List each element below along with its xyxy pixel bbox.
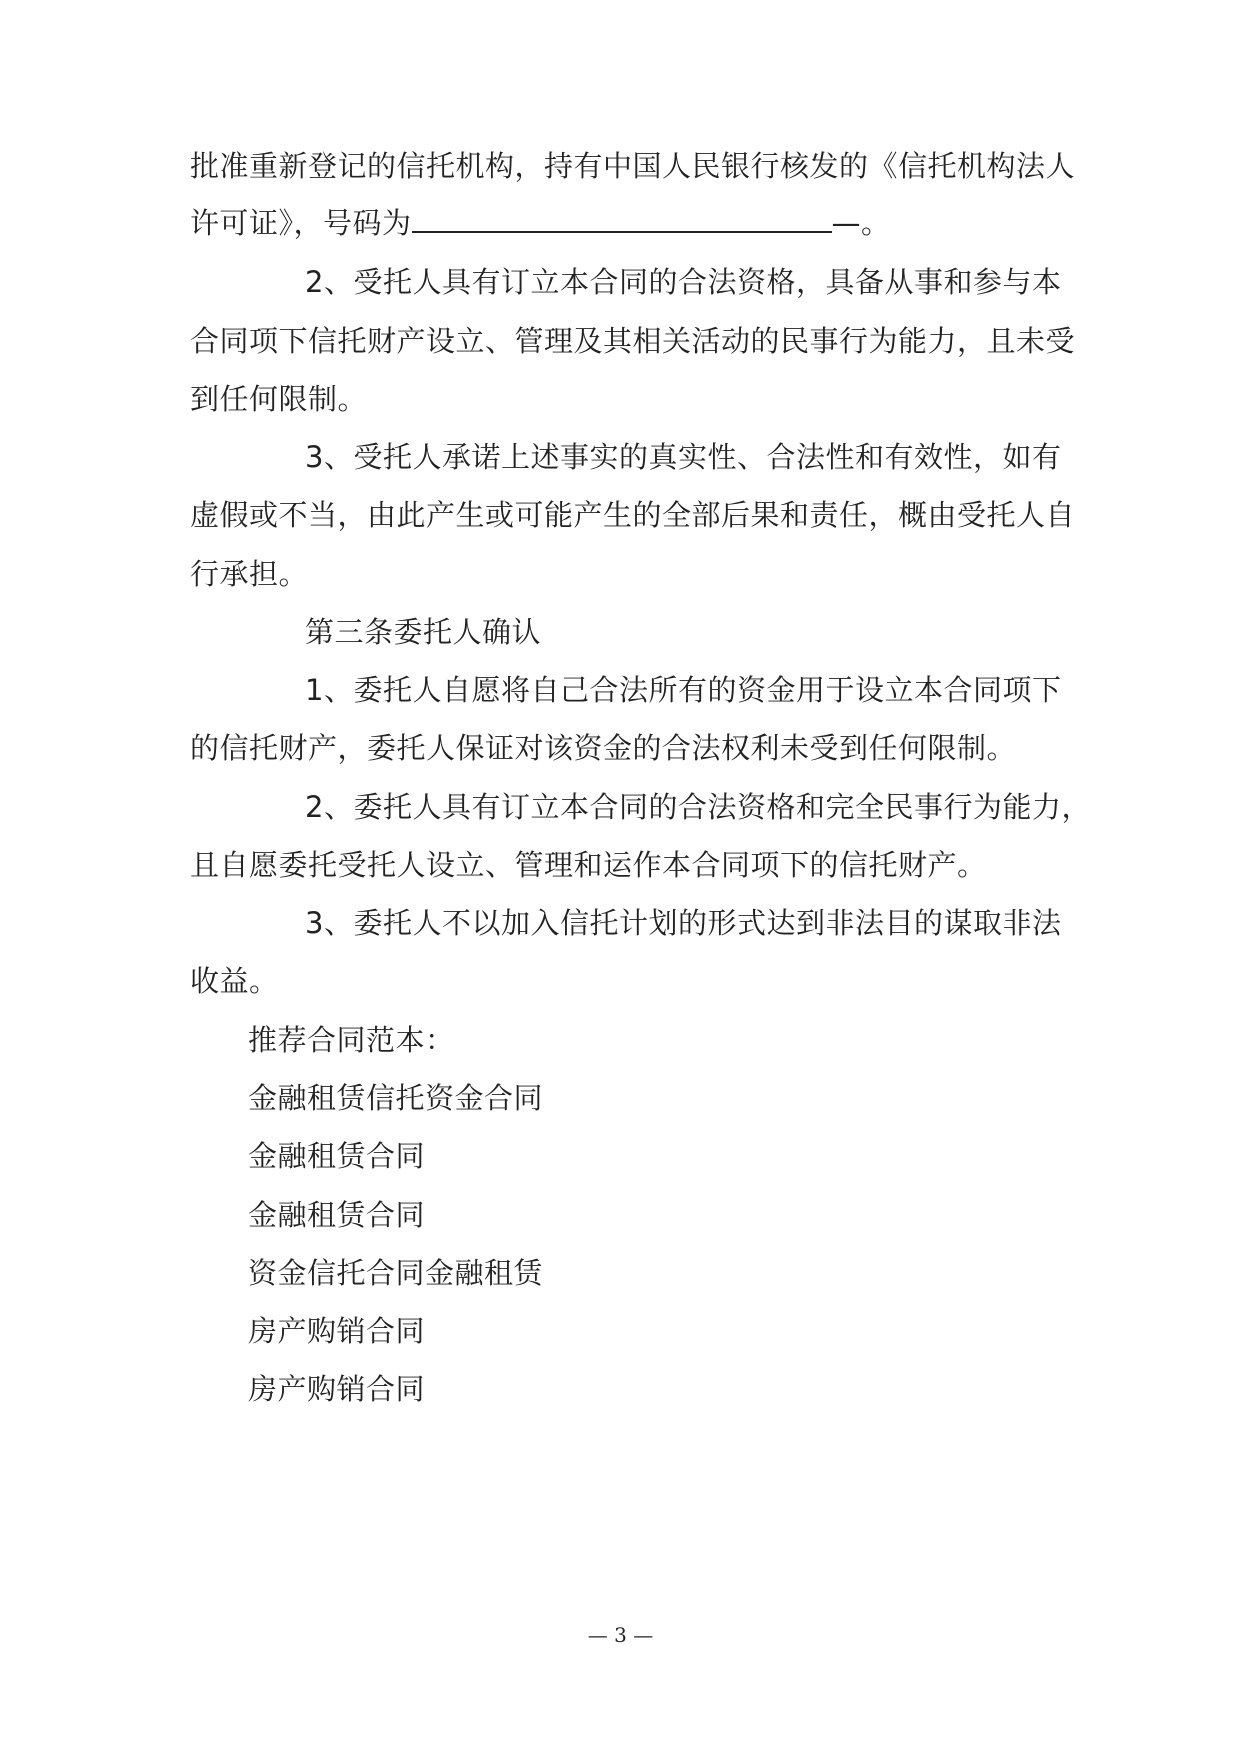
recommended-link[interactable]: 资金信托合同金融租赁 xyxy=(248,1256,544,1290)
paragraph-line: 到任何限制。 xyxy=(190,382,368,416)
paragraph-line: 1、委托人自愿将自己合法所有的资金用于设立本合同项下 xyxy=(305,673,1062,707)
paragraph-line: 3、受托人承诺上述事实的真实性、合法性和有效性，如有 xyxy=(305,440,1062,474)
license-suffix: —。 xyxy=(831,206,891,240)
license-number-blank xyxy=(412,203,832,233)
paragraph-line: 虚假或不当，由此产生或可能产生的全部后果和责任，概由受托人自 xyxy=(190,498,1076,532)
recommended-link[interactable]: 房产购销合同 xyxy=(248,1372,426,1406)
recommended-link[interactable]: 金融租赁合同 xyxy=(248,1198,426,1232)
paragraph-line-with-blank xyxy=(190,203,891,243)
paragraph-line: 2、受托人具有订立本合同的合法资格，具备从事和参与本 xyxy=(305,265,1062,299)
page-number: — 3 — xyxy=(587,1623,654,1647)
paragraph-line: 批准重新登记的信托机构，持有中国人民银行核发的《信托机构法人 xyxy=(190,149,1076,183)
recommended-link[interactable]: 金融租赁合同 xyxy=(248,1139,426,1173)
paragraph-line: 行承担。 xyxy=(190,557,309,591)
recommended-link[interactable]: 金融租赁信托资金合同 xyxy=(248,1081,544,1115)
paragraph-line: 合同项下信托财产设立、管理及其相关活动的民事行为能力，且未受 xyxy=(190,324,1076,358)
recommended-heading: 推荐合同范本： xyxy=(248,1023,455,1057)
recommended-link[interactable]: 房产购销合同 xyxy=(248,1314,426,1348)
paragraph-line: 且自愿委托受托人设立、管理和运作本合同项下的信托财产。 xyxy=(190,848,987,882)
license-label: 许可证》，号码为 xyxy=(190,206,412,240)
paragraph-line: 收益。 xyxy=(190,964,279,998)
paragraph-line: 的信托财产，委托人保证对该资金的合法权利未受到任何限制。 xyxy=(190,731,1017,765)
section-heading: 第三条委托人确认 xyxy=(305,615,542,649)
paragraph-line: 2、委托人具有订立本合同的合法资格和完全民事行为能力， xyxy=(305,790,1091,824)
paragraph-line: 3、委托人不以加入信托计划的形式达到非法目的谋取非法 xyxy=(305,906,1062,940)
